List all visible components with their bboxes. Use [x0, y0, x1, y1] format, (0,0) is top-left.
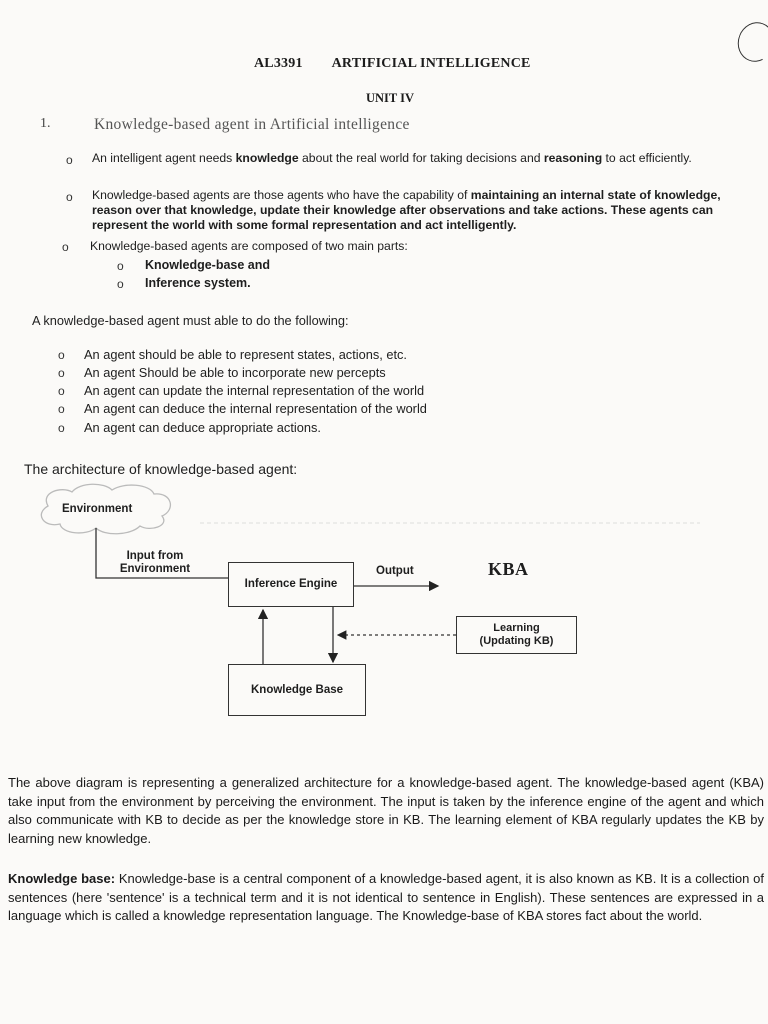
course-title: ARTIFICIAL INTELLIGENCE — [331, 56, 531, 71]
ability-item: An agent Should be able to incorporate new percepts — [84, 365, 386, 380]
unit-label: UNIT IV — [366, 91, 415, 105]
point-2-text: Knowledge-based agents are those agents who have the capability of — [92, 188, 471, 202]
handwritten-mark — [732, 17, 768, 67]
abilities-intro: A knowledge-based agent must able to do the following: — [32, 313, 349, 328]
course-header — [254, 56, 531, 72]
bullet-icon: o — [58, 421, 65, 435]
point-2-bold: maintaining an internal state of knowledge, reason over that knowledge, update their knowledge after observations and take actions. These agents can represent the world with some formal representation and act intelligently. — [92, 188, 721, 232]
course-code: AL3391 — [254, 56, 303, 71]
output-label: Output — [376, 565, 414, 577]
point-2 — [92, 188, 744, 233]
ability-item: An agent can update the internal representation of the world — [84, 383, 425, 398]
input-label — [110, 550, 200, 576]
knowledge-base-definition: Knowledge-base is a central component of a knowledge-based agent, it is also known as KB. It is a collection of sentences (here 'sentence' is a technical term and it is not identical to sentence in English). These sentences are expressed in a language which is called a knowledge representation language. The Knowledge-base of KBA stores fact about the world. — [8, 871, 764, 923]
point-3: Knowledge-based agents are composed of two main parts: — [90, 239, 408, 253]
updating-label: (Updating KB) — [479, 635, 554, 647]
input-env-label: Environment — [119, 563, 191, 575]
knowledge-base-term: Knowledge base: — [8, 871, 116, 886]
knowledge-base-paragraph — [8, 870, 764, 926]
bullet-icon: o — [58, 384, 65, 398]
point-1-text-a: An intelligent agent needs — [92, 151, 236, 165]
bullet-icon: o — [58, 348, 65, 362]
point-1-bold-b: reasoning — [543, 151, 603, 165]
architecture-title: The architecture of knowledge-based agent: — [24, 461, 298, 477]
point-1 — [92, 151, 744, 166]
bullet-icon: o — [66, 153, 73, 167]
section-title: Knowledge-based agent in Artificial intelligence — [94, 116, 410, 133]
bullet-icon: o — [58, 366, 65, 380]
sub-item-knowledge-base: Knowledge-base and — [145, 258, 271, 272]
section-number: 1. — [40, 116, 51, 131]
point-1-text-b: about the real world for taking decisions and — [298, 151, 544, 165]
learning-label: Learning — [493, 622, 540, 634]
bullet-icon: o — [58, 402, 65, 416]
ability-item: An agent should be able to represent states, actions, etc. — [84, 347, 407, 362]
bullet-icon: o — [117, 259, 124, 273]
diagram-connectors — [0, 480, 768, 730]
inference-engine-box: Inference Engine — [228, 562, 354, 607]
input-from-label: Input from — [126, 550, 184, 562]
knowledge-base-box: Knowledge Base — [228, 664, 366, 716]
bullet-icon: o — [62, 240, 69, 254]
sub-item-inference-system: Inference system. — [145, 276, 251, 290]
learning-box — [456, 616, 577, 654]
architecture-diagram — [0, 480, 768, 730]
ability-item: An agent can deduce the internal representation of the world — [84, 401, 427, 416]
environment-label: Environment — [62, 503, 133, 515]
point-1-bold-a: knowledge — [235, 151, 299, 165]
kba-label: KBA — [488, 559, 529, 579]
bullet-icon: o — [66, 190, 73, 204]
point-1-text-c: to act efficiently. — [602, 151, 692, 165]
ability-item: An agent can deduce appropriate actions. — [84, 420, 321, 435]
bullet-icon: o — [117, 277, 124, 291]
diagram-description: The above diagram is representing a generalized architecture for a knowledge-based agent. The knowledge-based agent (KBA) take input from the environment by perceiving the environment. The input is taken by the inference engine of the agent and which also communicate with KB to decide as per the knowledge store in KB. The learning element of KBA regularly updates the KB by learning new knowledge. — [8, 775, 764, 846]
